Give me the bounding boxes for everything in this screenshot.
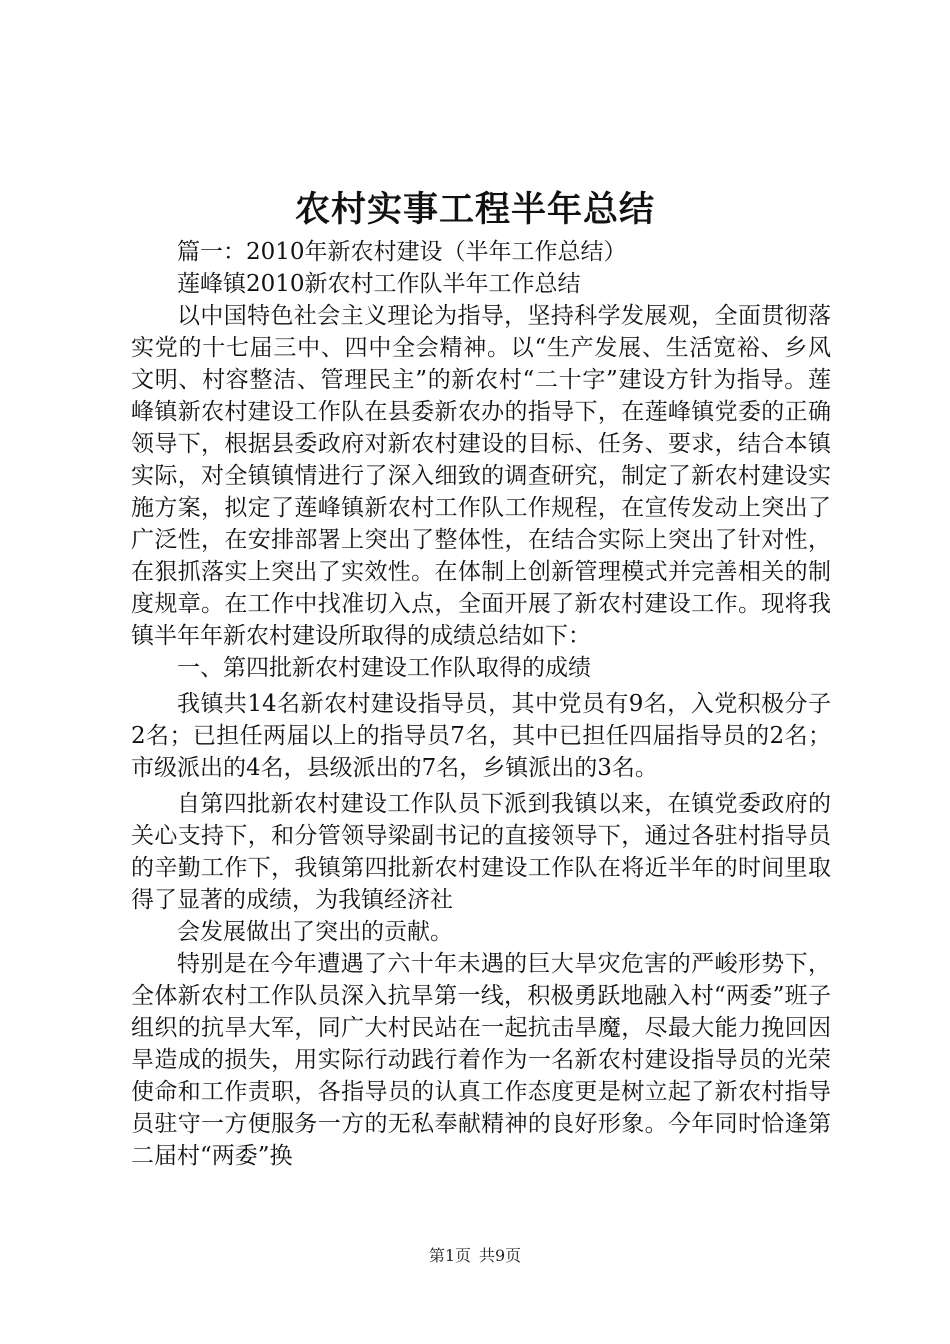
section-heading: 一、第四批新农村建设工作队取得的成绩 — [177, 655, 591, 681]
document-title: 农村实事工程半年总结 — [294, 189, 655, 230]
document-body — [131, 236, 831, 1172]
page-number: 第1页 — [428, 1246, 471, 1265]
paragraph-achievements: 自第四批新农村建设工作队员下派到我镇以来，在镇党委政府的关心支持下，和分管领导梁副书记的直接领导下，通过各驻村指导员的辛勤工作下，我镇第四批新农村建设工作队在将近半年的时间里取得了显著的成绩，为我镇经济社 — [131, 791, 831, 913]
paragraph-heading-2: 莲峰镇2010新农村工作队半年工作总结 — [177, 271, 581, 297]
paragraph-heading-1: 篇一：2010年新农村建设（半年工作总结） — [177, 239, 627, 265]
page-footer — [0, 1245, 950, 1267]
paragraph-drought: 特别是在今年遭遇了六十年未遇的巨大旱灾危害的严峻形势下，全体新农村工作队员深入抗旱第一线，积极勇跃地融入村“两委”班子组织的抗旱大军，同广大村民站在一起抗击旱魔，尽最大能力挽回因旱造成的损失，用实际行动践行着作为一名新农村建设指导员的光荣使命和工作责职，各指导员的认真工作态度更是树立起了新农村指导员驻守一方便服务一方的无私奉献精神的良好形象。今年同时恰逢第二届村“两委”换 — [131, 951, 831, 1169]
page-total: 共9页 — [479, 1246, 522, 1265]
paragraph-intro: 以中国特色社会主义理论为指导，坚持科学发展观，全面贯彻落实党的十七届三中、四中全会精神。以“生产发展、生活宽裕、乡风文明、村容整洁、管理民主”的新农村“二十字”建设方针为指导。莲峰镇新农村建设工作队在县委新农办的指导下，在莲峰镇党委的正确领导下，根据县委政府对新农村建设的目标、任务、要求，结合本镇实际，对全镇镇情进行了深入细致的调查研究，制定了新农村建设实施方案，拟定了莲峰镇新农村工作队工作规程，在宣传发动上突出了广泛性，在安排部署上突出了整体性，在结合实际上突出了针对性，在狠抓落实上突出了实效性。在体制上创新管理模式并完善相关的制度规章。在工作中找准切入点，全面开展了新农村建设工作。现将我镇半年年新农村建设所取得的成绩总结如下： — [131, 303, 831, 649]
paragraph-continuation: 会发展做出了突出的贡献。 — [177, 919, 453, 945]
paragraph-staff: 我镇共14名新农村建设指导员，其中党员有9名，入党积极分子2名；已担任两届以上的指导员7名，其中已担任四届指导员的2名；市级派出的4名，县级派出的7名，乡镇派出的3名。 — [131, 691, 831, 781]
